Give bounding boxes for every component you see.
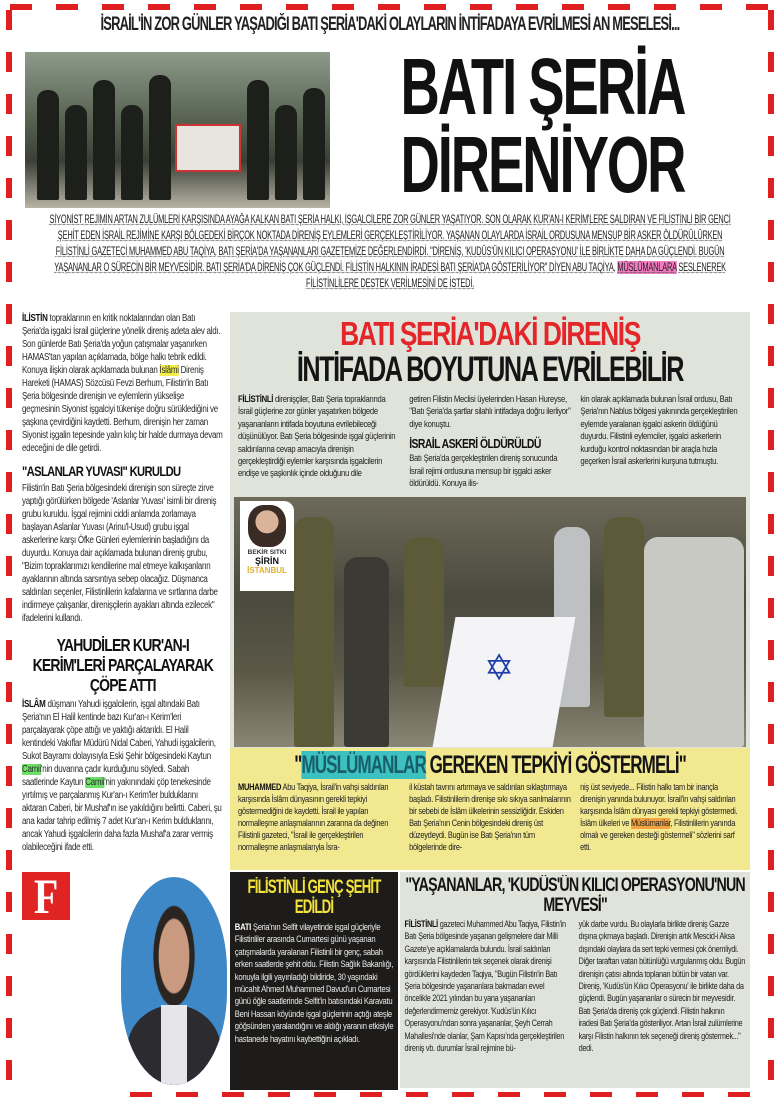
text: direnişçiler, Batı Şeria topraklarında İsrail güçlerine zor günler yaşatırken bölgede yaşananların intifada boyutuna evrilebileceği düşünülüyor. Batı Şeria bölgesinde işgal güçlerinin saldırılarına cevap amacıyla direnişin gerçekleştirdiği eylemler karşısında işgalcilerin endişe ve şaşkınlık içinde olduğunu dile xyxy=(238,394,396,480)
text: düşmanı Yahudi işgalcilerin, işgal altındaki Batı Şeria'nın El Halil kentinde bazı Kur'an-ı Kerim'leri parçalayarak çöpe attığı ve yaktığı aktarıldı. El Halil kentindeki Vakıflar Müdürü Nidal Caberi, Yahudi işgalcilerin, Sukot Bayramı dolayısıyla Eski Şehir bölgesindeki Kaytun xyxy=(22,699,216,762)
hero-photo-poster xyxy=(175,124,241,172)
text: getiren Filistin Meclisi üyelerinden Hasan Hureyse, "Batı Şeria'da şartlar silahlı intifadaya doğru ilerliyor" diye konuştu. xyxy=(409,394,571,430)
frame-right-dashes xyxy=(768,10,774,1090)
main-headline-line1: BATI ŞERİA xyxy=(400,42,685,131)
author-first-name: BEKİR SITKI xyxy=(247,549,287,556)
quote-headline xyxy=(230,750,750,780)
text: niş üst seviyede... Filistin halkı tam bir inançla direnişin yanında bulunuyor. İsrail'in vahşi saldırıları karşısında İslâm dünyası gerekli tepkiyi göstermedi. İslâm ülkeleri ve xyxy=(580,782,738,829)
text: Batı Şeria'da gerçekleştirilen direniş sonucunda İsrail rejimi ordusuna mensup bir işgalci asker öldürüldü. Konuya ilis- xyxy=(409,453,558,490)
center-headline-black: İNTİFADA BOYUTUNA EVRİLEBİLİR xyxy=(296,350,684,389)
quote-headline-highlight: MÜSLÜMANLAR xyxy=(301,751,426,779)
subheading-asker: İSRAİL ASKERİ ÖLDÜRÜLDÜ xyxy=(409,436,541,452)
highlight: İslâmi xyxy=(159,365,179,376)
quote-section xyxy=(230,748,750,870)
center-headline-red: BATI ŞERİA'DAKİ DİRENİŞ xyxy=(340,315,640,352)
quote-col-2: il küstah tavrını artırmaya ve saldırıları sıklaştırmaya başladı. Filistinlilerin direnişe sıkı sıkıya sarılmalarının bir sebebi de İslâm ülkelerinin sessizliğidir. Eskiden Batı Şeria'nın Cenin bölgesindeki direniş üst düzeydeydi. Bugün ise Batı Şeria'nın tüm bölgelerinde dire- xyxy=(409,782,571,853)
martyr-headline: FİLİSTİNLİ GENÇ ŞEHİT EDİLDİ xyxy=(247,877,381,918)
lead-word: BATI xyxy=(234,922,252,933)
author-city: İSTANBUL xyxy=(247,566,287,575)
kicker-headline: İSRAİL'İN ZOR GÜNLER YAŞADIĞI BATI ŞERİA'DAKİ OLAYLARIN İNTİFADAYA EVRİLMESİ AN MESELESİ... xyxy=(100,14,680,35)
highlight: Müslümanlar xyxy=(630,818,671,829)
center-columns xyxy=(238,394,742,490)
left-paragraph-1 xyxy=(22,312,224,455)
intro-highlight: MÜSLÜMANLARA xyxy=(617,261,677,274)
quote-mark: " xyxy=(294,751,302,779)
text: gazeteci Muhammed Abu Taqiya, Filistin'in Batı Şeria bölgesinde yaşanan gelişmelere dair Milli Gazete'ye açıklamalarda bulundu. İsrail saldırıları karşısında Filistinlilerin tek seçenek olarak direnişi gördüklerini kaydeden Taqiya, "Bugün Filistin'in Batı Şeria bölgesinde yaşananlara bakmadan evvel öncelikle 2021 yılından bu yana yaşananları değerlendirmemiz gerekiyor. 'Kudüs'ün Kılıcı Operasyonu'ndan sonra yaşananlar, Şeyh Cerrah Mahallesi'nde olanlar, Şam Kapısı'nda gerçekleştirilen direniş vb. durumlar İsrail rejimine bü- xyxy=(404,919,566,1055)
intro-summary xyxy=(40,212,740,292)
center-col-2 xyxy=(409,394,571,490)
quote-col-3 xyxy=(580,782,742,854)
martyr-box xyxy=(230,872,398,1090)
frame-top-dashes xyxy=(10,4,770,10)
text: topraklarının en kritik noktalarından olan Batı Şeria'da işgalci İsrail güçlerine yönelik direniş adeta alev aldı. Son günlerde Batı Şeria'da yoğun çatışmalar yaşanırken HAMAS'tan yapılan açıklamada, bölge halkı tebrik edildi. Konuya ilişkin olarak açıklamada bulunan xyxy=(22,313,221,376)
highlight: Camii xyxy=(85,777,105,788)
quote-col-1 xyxy=(238,782,400,854)
fruit-col-1 xyxy=(405,919,571,1055)
intro-text-end: SESLENEREK FİLİSTİNLİLERE DESTEK VERİLMESİNİ DE İSTEDİ. xyxy=(306,261,726,290)
frame-bottom-dashes xyxy=(130,1092,766,1097)
martyr-portrait xyxy=(118,874,230,1088)
text: Şeria'nın Selfit vilayetinde işgal güçleriyle Filistinliler arasında Cumartesi günü yaşanan çatışmalarda yaralanan Filistinli bir genç, sabah erken saatlerde şehit oldu. Filistin Sağlık Bakanlığı, konuyla ilgili yayınladığı bildiride, 30 yaşındaki mücahit Ahmed Muhammed Davud'un Cumartesi günü öğle saatlerinde Selfit'in batısındaki Karavatu Beni Hassan köyünde işgal güçlerinin açtığı ateşle göğsünden yaralandığını ve aldığı yaranın etkisiyle hastanede hayatını kaybettiğini açıkladı. xyxy=(234,922,394,1045)
subheading-aslanlar: "ASLANLAR YUVASI" KURULDU xyxy=(22,463,181,479)
funeral-photo xyxy=(234,497,746,747)
text: 'nin duvarına çadır kurduğunu söyledi. Sabah saatlerinde Kaytun xyxy=(22,764,190,788)
highlight: Camii xyxy=(22,764,42,775)
star-of-david-icon: ✡ xyxy=(484,647,515,688)
center-panel xyxy=(230,312,750,870)
author-box xyxy=(240,501,294,591)
lead-word: FİLİSTİNLİ xyxy=(238,394,274,405)
main-headline xyxy=(335,42,750,209)
center-col-1 xyxy=(238,394,400,490)
intro-text: SİYONİST REJİMİN ARTAN ZULÜMLERİ KARŞISINDA AYAĞA KALKAN BATI ŞERİA HALKI, İŞGALCİLERE ZOR GÜNLER YAŞATIYOR. SON OLARAK KUR'AN-I KERİM'LERE SALDIRAN VE FİLİSTİNLİ BİR GENCİ ŞEHİT EDEN İSRAİL REJİMİNE KARŞI BÖLGEDEKİ BİRÇOK NOKTADA DİRENİŞ EYLEMLERİ GERÇEKLEŞTİRİLİYOR. YAŞANAN OLAYLARDA İSRAİL ORDUSUNA MENSUP BİR ASKER ÖLDÜRÜLÜRKEN FİLİSTİNLİ GAZETECİ MUHAMMED ABU TAQİYA, BATI ŞERİA'DA YAŞANANLARI GAZETEMİZE DEĞERLENDİRDİ. "DİRENİŞ, 'KUDÜS'ÜN KILICI OPERASYONU' İLE BİRLİKTE DAHA DA GÜÇLENDİ. BUGÜN YAŞANANLAR O SÜRECİN BİR MEYVESİDİR. BATI ŞERİA'DA DİRENİŞ ÇOK GÜÇLENDİ. FİLİSTİN HALKININ İRADESİ BATI ŞERİA'DA GÖSTERİLİYOR" DİYEN ABU TAQİYA, xyxy=(49,213,731,274)
quote-columns xyxy=(238,782,742,854)
lead-word: İSLÂM xyxy=(22,699,46,710)
author-last-name: ŞİRİN xyxy=(254,556,279,566)
left-paragraph-3 xyxy=(22,698,224,854)
main-headline-line2: DİRENİYOR xyxy=(400,120,685,209)
text: Abu Taqiya, İsrail'in vahşi saldırıları karşısında İslâm dünyasının gerekli tepkiyi göstermediğini de kaydetti. İsrail ile yapılan normalleşme anlaşmalarının zararına da değinen Filistinli gazeteci, "İsrail ile gerçekleştirilen normalleşme anlaşmalarıyla İsra- xyxy=(238,782,389,853)
fruit-section xyxy=(400,872,750,1088)
left-paragraph-2: Filistin'in Batı Şeria bölgesindeki direnişin son süreçte zirve yaptığı görülürken bölgede 'Aslanlar Yuvası' isimli bir direniş grubu kuruldu. İşgal rejimini ciddi anlamda zorlamaya başlayan Aslanlar Yuvası (Arinu'l-Usud) grubu işgal askerlerine karşı Öfke Günleri eylemlerinin başladığını da duyurdu. Konuya dair açıklamada bulunan direniş grubu, "Bizim topraklarımızı kendilerine mal etmeye kalkışanların ayaklarının altında sarsıntıya sebep olacağız. Düşmanca saldırıları seçenler, Filistinlilerin kafalarına ve sırtlarına darbe indirmeye çalışanlar, direnişçilerin ayakları altında ezilecek" ifadelerini kullandı. xyxy=(22,483,218,624)
quote-headline-rest: GEREKEN TEPKİYİ GÖSTERMELİ" xyxy=(429,751,686,779)
lead-word: FİLİSTİNLİ xyxy=(404,919,438,930)
martyr-text xyxy=(230,922,398,1046)
fruit-headline: "YAŞANANLAR, 'KUDÜS'ÜN KILICI OPERASYONU'NUN MEYVESİ" xyxy=(405,875,745,916)
lead-word: MUHAMMED xyxy=(238,782,282,793)
text: Direniş Hareketi (HAMAS) Sözcüsü Fevzi Berhum, Filistin'in Batı Şeria bölgesinde direnişin ve eylemlerin yükselişe geçmesinin Siyonist işgalciyi tükenişe doğru sürüklediğini ve şaşkına çevirdiğini kaydetti. Berhum, direnişin her zaman Siyonist işgalin tepesinde yalın kılıç bir halde durmaya devam edeceğini de dile getirdi. xyxy=(22,365,223,454)
frame-left-dashes xyxy=(6,10,12,1090)
drop-cap: F xyxy=(22,872,70,920)
hero-photo-fighters xyxy=(25,52,330,208)
author-photo xyxy=(248,505,286,547)
text: 'nin yakınındaki çöp tenekesinde yırtılmış ve parçalanmış Kur'an-ı Kerim'ler bulduklarını aktaran Caberi, bir Mushaf'ın ise yakıldığını belirtti. Caberi, şu ana kadar tahrip edilmiş 7 adet Kur'an-ı Kerim bulduklarını, ancak Yahudi işgalcilerin daha fazla Mushaf'a zarar vermiş olabileceğini ifade etti. xyxy=(22,777,222,853)
subheading-yahudiler: YAHUDİLER KUR'AN-I KERİM'LERİ PARÇALAYARAK ÇÖPE ATTI xyxy=(32,635,214,695)
fruit-columns xyxy=(400,919,750,1055)
center-col-3: kin olarak açıklamada bulunan İsrail ordusu, Batı Şeria'nın Nablus bölgesi yakınında gerçekleştirilen eylemde yaralanan işgalci askerin öldüğünü duyurdu. Filistinli eylemciler, işgalci askerlerin kurduğu kontrol noktasından bir araçla hızla geçerken İsrail askerlerini kurşuna tutmuştu. xyxy=(580,394,738,468)
fruit-col-2: yük darbe vurdu. Bu olaylarla birlikte direniş Gazze dışına çıkmaya başladı. Direnişin artık Mescid-i Aksa dışındaki olaylara da sert tepki vermesi çok önemliydi. Diğer taraftan vatan bütünlüğü vurgulanmış oldu. Bugün direnişin çatısı altında toplanan bütün bir vatan var. Direniş, 'Kudüs'ün Kılıcı Operasyonu' ile birlikte daha da güçlendi. Bugün yaşananlar o sürecin bir meyvesidir. Batı Şeria'da direniş çok güçlendi. Filistin halkının iradesi Batı Şeria'da gösteriliyor. Artan İsrail zulümlerine karşı Filistin halkının tek seçeneği direniş göstermek..." dedi. xyxy=(578,919,746,1055)
lead-word: İLİSTİN xyxy=(22,313,48,324)
text: , Filistinlilerin yanında olmalı ve gereken desteği göstermeli" sözlerini sarf etti. xyxy=(580,818,736,853)
